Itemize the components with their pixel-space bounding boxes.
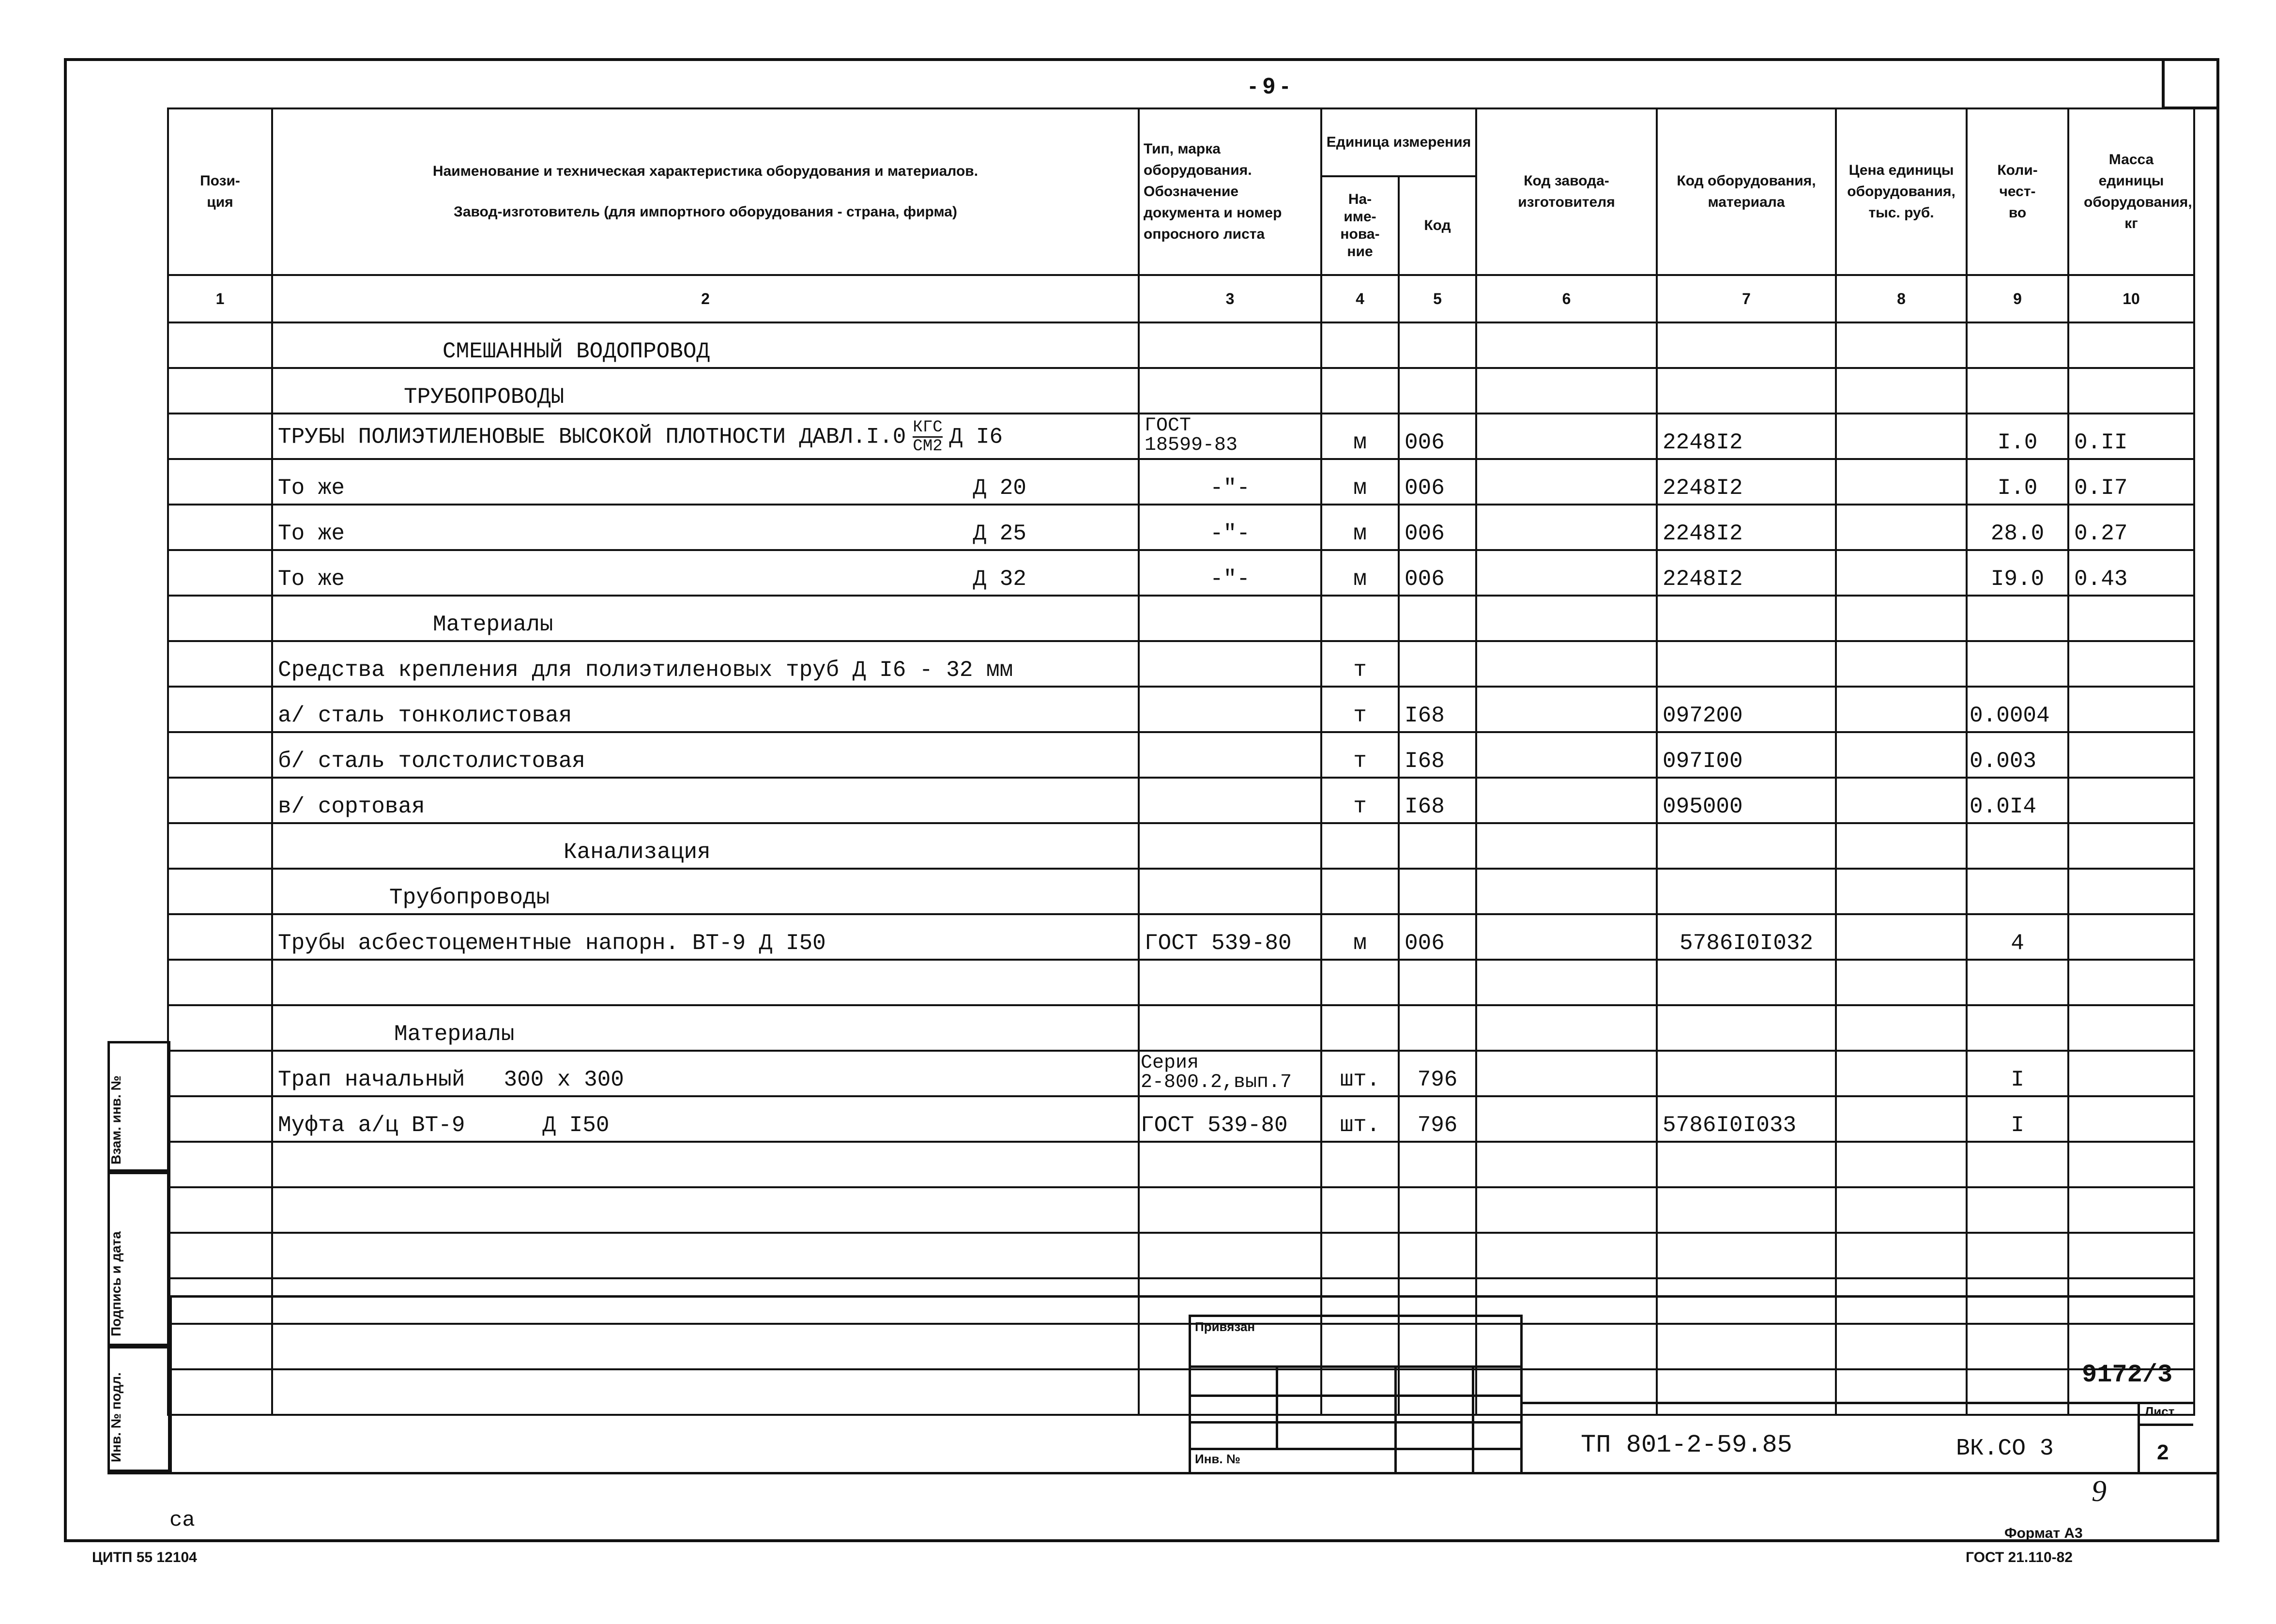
table-row (168, 414, 2194, 459)
item-code: 097200 (1657, 687, 1836, 732)
section-title: Канализация (272, 823, 1139, 869)
item-unit-code: 006 (1399, 414, 1476, 459)
col-num: 3 (1139, 275, 1321, 322)
item-mass: 0.II (2068, 414, 2194, 459)
item-qty: 0.003 (1967, 732, 2068, 778)
col-qty-header: Коли- чест- во (1967, 108, 2068, 275)
item-name: То же Д 25 (272, 505, 1139, 550)
item-name: ТРУБЫ ПОЛИЭТИЛЕНОВЫЕ ВЫСОКОЙ ПЛОТНОСТИ ДАВЛ.I.0 $\frac{\text{КГС}}{СМ2}$ Д I6 (272, 414, 1139, 459)
item-unit-code: 796 (1399, 1096, 1476, 1142)
item-name: Средства крепления для полиэтиленовых труб Д I6 - 32 мм (272, 641, 1139, 687)
col-plant-code-header: Код завода-изготовителя (1476, 108, 1657, 275)
item-code: 095000 (1657, 778, 1836, 823)
item-name: Трап начальный 300 х 300 (272, 1051, 1139, 1096)
table-row (168, 1142, 2194, 1187)
printer-mark: ЦИТП 55 12104 (92, 1549, 197, 1565)
item-doc: -"- (1139, 550, 1321, 596)
item-unit: м (1321, 505, 1399, 550)
item-unit-code: 006 (1399, 505, 1476, 550)
table-row (168, 596, 2194, 641)
table-row (168, 823, 2194, 869)
col-name-line1: Наименование и техническая характеристика оборудования и материалов. (432, 163, 978, 179)
col-unit-code-header: Код (1399, 176, 1476, 275)
col-equip-code-header: Код оборудования, материала (1657, 108, 1836, 275)
table-row (168, 960, 2194, 1005)
left-mark: са (169, 1508, 195, 1532)
specification-table (167, 107, 2195, 1416)
item-name: То же Д 32 (272, 550, 1139, 596)
sheet-box-left-line (2138, 1402, 2140, 1474)
project-code: ТП 801-2-59.85 (1581, 1431, 1792, 1459)
item-unit: т (1321, 687, 1399, 732)
privyazan-col-line (1472, 1365, 1474, 1474)
section-subtitle: ТРУБОПРОВОДЫ (272, 368, 1139, 414)
section-subtitle: Материалы (272, 596, 1139, 641)
item-code: 5786I0I033 (1657, 1096, 1836, 1142)
item-qty: 0.0I4 (1967, 778, 2068, 823)
col-price-header: Цена единицы оборудования, тыс. руб. (1836, 108, 1967, 275)
sheet-label: Лист (2145, 1404, 2175, 1419)
item-qty: 28.0 (1967, 505, 2068, 550)
table-row (168, 459, 2194, 505)
col-pos-header: Пози- ция (168, 108, 272, 275)
col-num: 5 (1399, 275, 1476, 322)
item-unit: т (1321, 732, 1399, 778)
inv-no-label: Инв. № (1195, 1452, 1240, 1466)
item-qty: 4 (1967, 914, 2068, 960)
page-number: - 9 - (1249, 73, 1289, 98)
format-label: Формат А3 (2004, 1525, 2083, 1541)
item-unit-code: I68 (1399, 778, 1476, 823)
handwritten-page-number: 9 (2092, 1475, 2107, 1508)
item-code: 2248I2 (1657, 459, 1836, 505)
col-num: 9 (1967, 275, 2068, 322)
corner-box (2162, 58, 2219, 109)
column-numbers-row (168, 275, 2194, 322)
col-name-header (272, 108, 1139, 275)
item-qty: I.0 (1967, 459, 2068, 505)
item-name: То же Д 20 (272, 459, 1139, 505)
item-doc: Серия 2-800.2,вып.7 (1139, 1051, 1321, 1096)
section-subtitle: Трубопроводы (272, 869, 1139, 914)
table-row (168, 1187, 2194, 1233)
item-unit: м (1321, 459, 1399, 505)
table-row (168, 1324, 2194, 1369)
item-doc: ГОСТ 539-80 (1139, 1096, 1321, 1142)
section-title: СМЕШАННЫЙ ВОДОПРОВОД (272, 322, 1139, 368)
item-unit-code: I68 (1399, 687, 1476, 732)
item-mass: 0.I7 (2068, 459, 2194, 505)
item-unit: шт. (1321, 1096, 1399, 1142)
table-row (168, 1005, 2194, 1051)
item-unit-code: I68 (1399, 732, 1476, 778)
item-code: 2248I2 (1657, 505, 1836, 550)
item-code: 5786I0I032 (1657, 914, 1836, 960)
table-row (168, 1369, 2194, 1415)
table-row (168, 1233, 2194, 1278)
table-row (168, 778, 2194, 823)
document-mark: ВК.СО 3 (1956, 1436, 2054, 1462)
col-unit-header: Единица измерения (1321, 108, 1476, 176)
side-label-original-inv: Инв. № подл. (108, 1372, 123, 1462)
title-block-left-line (169, 1295, 172, 1474)
side-label-replace-inv: Взам. инв. № (108, 1075, 123, 1164)
col-num: 4 (1321, 275, 1399, 322)
item-doc: -"- (1139, 459, 1321, 505)
section-subtitle: Материалы (272, 1005, 1139, 1051)
item-unit: шт. (1321, 1051, 1399, 1096)
item-name: в/ сортовая (272, 778, 1139, 823)
privyazan-col-line (1394, 1365, 1397, 1474)
item-unit-code: 006 (1399, 914, 1476, 960)
table-row (168, 732, 2194, 778)
col-num: 6 (1476, 275, 1657, 322)
table-row (168, 368, 2194, 414)
item-qty: I9.0 (1967, 550, 2068, 596)
pressure-unit-fraction: $\frac{\text{КГС}}{СМ2}$ (913, 418, 943, 456)
item-unit: т (1321, 641, 1399, 687)
col-type-header: Тип, марка оборудования. Обозначение документа и номер опросного листа (1139, 108, 1321, 275)
privyazan-label: Привязан (1195, 1319, 1255, 1334)
item-unit: т (1321, 778, 1399, 823)
drawing-number: 9172/3 (2082, 1361, 2173, 1389)
item-unit-code: 796 (1399, 1051, 1476, 1096)
sheet-number: 2 (2157, 1440, 2169, 1464)
item-name: Трубы асбестоцементные напорн. ВТ-9 Д I50 (272, 914, 1139, 960)
title-block-bottom-line (107, 1472, 2219, 1474)
table-row (168, 641, 2194, 687)
item-qty: I (1967, 1096, 2068, 1142)
item-name: б/ сталь толстолистовая (272, 732, 1139, 778)
title-block-top-line (169, 1295, 2193, 1298)
table-row (168, 1051, 2194, 1096)
item-unit: м (1321, 550, 1399, 596)
item-doc: ГОСТ 539-80 (1139, 914, 1321, 960)
item-doc: ГОСТ 18599-83 (1139, 414, 1321, 459)
item-name: Муфта а/ц ВТ-9 Д I50 (272, 1096, 1139, 1142)
item-unit-code: 006 (1399, 459, 1476, 505)
title-block-mid-line (1523, 1402, 2193, 1404)
table-row (168, 322, 2194, 368)
item-mass: 0.27 (2068, 505, 2194, 550)
privyazan-col-line (1276, 1365, 1278, 1448)
table-row (168, 1096, 2194, 1142)
col-num: 7 (1657, 275, 1836, 322)
table-row (168, 869, 2194, 914)
col-num: 2 (272, 275, 1139, 322)
item-qty: I (1967, 1051, 2068, 1096)
item-code: 2248I2 (1657, 550, 1836, 596)
col-name-line2: Завод-изготовитель (для импортного оборудования - страна, фирма) (454, 204, 957, 220)
gost-label: ГОСТ 21.110-82 (1966, 1549, 2073, 1565)
item-code: 2248I2 (1657, 414, 1836, 459)
table-row (168, 505, 2194, 550)
col-num: 10 (2068, 275, 2194, 322)
col-num: 8 (1836, 275, 1967, 322)
item-qty: 0.0004 (1967, 687, 2068, 732)
table-row (168, 914, 2194, 960)
item-unit: м (1321, 914, 1399, 960)
col-unit-name-header: На- име- нова- ние (1321, 176, 1399, 275)
col-mass-header: Масса единицы оборудования, кг (2068, 108, 2194, 275)
table-row (168, 550, 2194, 596)
table-row (168, 687, 2194, 732)
header-row (168, 108, 2194, 176)
table-row (168, 1278, 2194, 1324)
item-unit-code: 006 (1399, 550, 1476, 596)
item-qty: I.0 (1967, 414, 2068, 459)
sheet-box-mid-line (2138, 1424, 2193, 1426)
item-unit: м (1321, 414, 1399, 459)
item-doc: -"- (1139, 505, 1321, 550)
item-name: а/ сталь тонколистовая (272, 687, 1139, 732)
item-mass: 0.43 (2068, 550, 2194, 596)
col-num: 1 (168, 275, 272, 322)
item-code: 097I00 (1657, 732, 1836, 778)
side-label-signature: Подпись и дата (108, 1231, 123, 1336)
